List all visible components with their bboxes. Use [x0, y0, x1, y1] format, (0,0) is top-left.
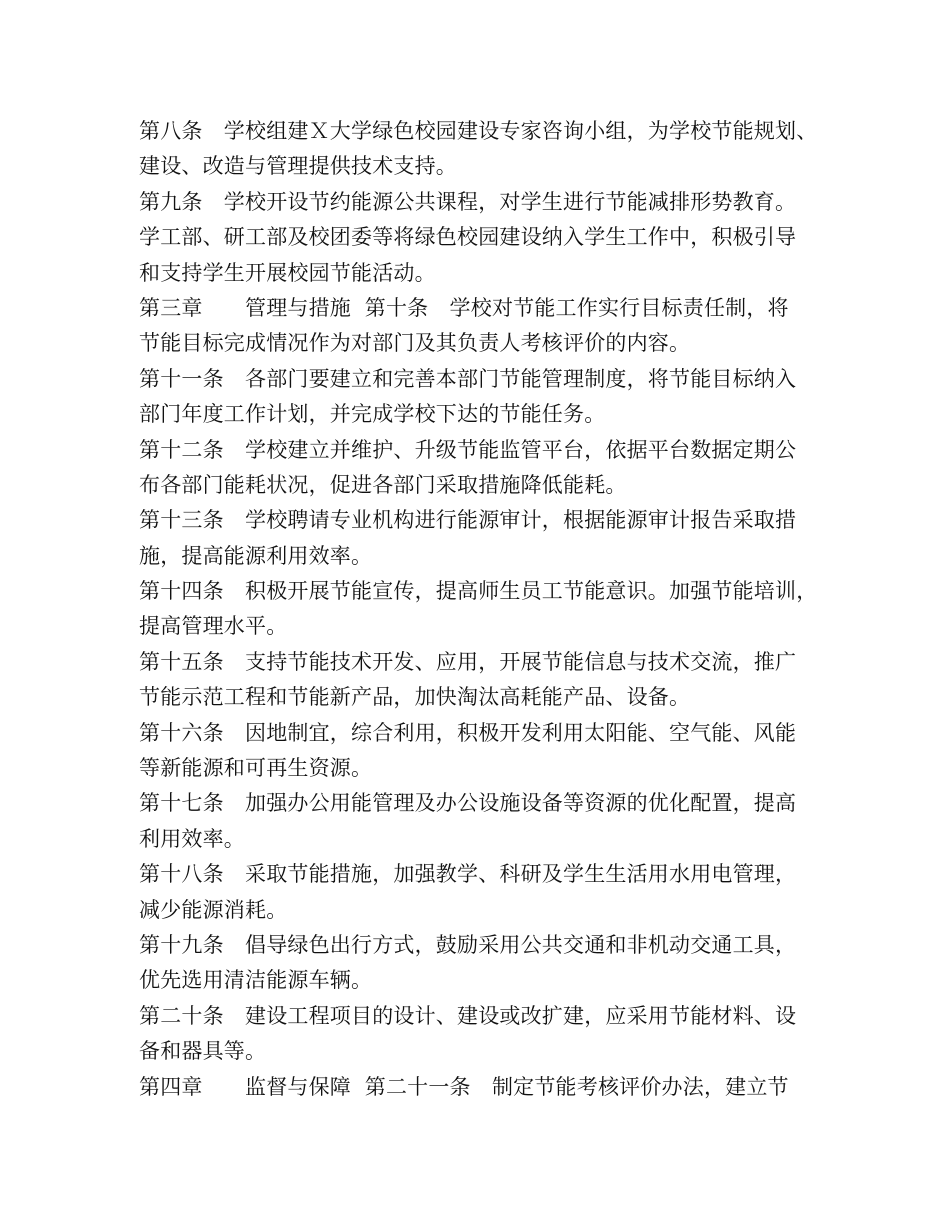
text-line: 第十五条 支持节能技术开发、应用，开展节能信息与技术交流，推广 [139, 649, 797, 674]
text-line: 节能目标完成情况作为对部门及其负责人考核评价的内容。 [139, 331, 691, 356]
text-line: 第九条 学校开设节约能源公共课程，对学生进行节能减排形势教育。 [139, 189, 797, 214]
text-line: 和支持学生开展校园节能活动。 [139, 260, 436, 285]
text-line: 第十八条 采取节能措施，加强教学、科研及学生生活用水用电管理， [139, 862, 797, 887]
text-line: 建设、改造与管理提供技术支持。 [139, 154, 457, 179]
text-line: 第十九条 倡导绿色出行方式，鼓励采用公共交通和非机动交通工具， [139, 932, 797, 957]
document-body [139, 114, 839, 1105]
text-line: 布各部门能耗状况，促进各部门采取措施降低能耗。 [139, 472, 627, 497]
text-line: 节能示范工程和节能新产品，加快淘汰高耗能产品、设备。 [139, 685, 691, 710]
text-line: 第二十条 建设工程项目的设计、建设或改扩建，应采用节能材料、设 [139, 1003, 797, 1028]
text-line: 第十三条 学校聘请专业机构进行能源审计，根据能源审计报告采取措 [139, 508, 797, 533]
text-line: 第十四条 积极开展节能宣传，提高师生员工节能意识。加强节能培训， [139, 579, 818, 604]
text-line: 等新能源和可再生资源。 [139, 756, 373, 781]
text-line: 提高管理水平。 [139, 614, 288, 639]
text-line: 第十六条 因地制宜，综合利用，积极开发利用太阳能、空气能、风能 [139, 720, 797, 745]
text-line: 部门年度工作计划，并完成学校下达的节能任务。 [139, 402, 606, 427]
text-line: 第三章 管理与措施 第十条 学校对节能工作实行目标责任制，将 [139, 295, 789, 320]
text-line: 备和器具等。 [139, 1039, 267, 1064]
text-line: 第十七条 加强办公用能管理及办公设施设备等资源的优化配置，提高 [139, 791, 797, 816]
text-line: 减少能源消耗。 [139, 897, 288, 922]
text-line: 第四章 监督与保障 第二十一条 制定节能考核评价办法，建立节 [139, 1074, 789, 1099]
text-line: 学工部、研工部及校团委等将绿色校园建设纳入学生工作中，积极引导 [139, 225, 797, 250]
text-line: 优先选用清洁能源车辆。 [139, 968, 373, 993]
text-line: 施，提高能源利用效率。 [139, 543, 373, 568]
text-line: 第十二条 学校建立并维护、升级节能监管平台，依据平台数据定期公 [139, 437, 797, 462]
text-line: 利用效率。 [139, 826, 245, 851]
text-line: 第十一条 各部门要建立和完善本部门节能管理制度，将节能目标纳入 [139, 366, 797, 391]
text-line: 第八条 学校组建Ｘ大学绿色校园建设专家咨询小组，为学校节能规划、 [139, 119, 818, 143]
